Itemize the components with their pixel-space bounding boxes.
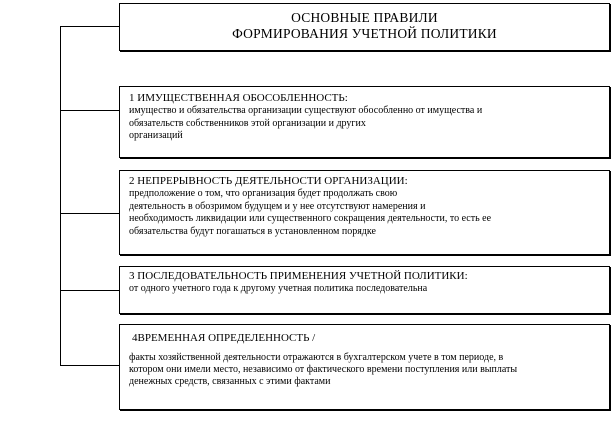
- title-line-2: ФОРМИРОВАНИЯ УЧЕТНОЙ ПОЛИТИКИ: [232, 26, 497, 41]
- title-box: [119, 3, 610, 51]
- rule-body: [129, 283, 601, 296]
- rule-box-consistency: [119, 266, 610, 314]
- rule-body: [129, 352, 601, 388]
- rule-box-temporal-certainty: [119, 324, 610, 410]
- rule-line: имущество и обязательства организации существуют обособленно от имущества и: [129, 105, 483, 116]
- rule-body: [129, 105, 601, 143]
- rule-line: от одного учетного года к другому учетная политика последовательна: [129, 283, 428, 294]
- rule-line: денежных средств, связанных с этими фактами: [129, 376, 331, 387]
- rule-line: обязательства будут погашаться в установленном порядке: [129, 225, 376, 237]
- rule-box-property-separation: [119, 86, 610, 158]
- rule-heading: 2 НЕПРЕРЫВНОСТЬ ДЕЯТЕЛЬНОСТИ ОРГАНИЗАЦИИ:: [129, 175, 408, 187]
- rule-heading: 1 ИМУЩЕСТВЕННАЯ ОБОСОБЛЕННОСТЬ:: [129, 92, 348, 104]
- rule-box-going-concern: [119, 170, 610, 255]
- rule-heading: 4ВРЕМЕННАЯ ОПРЕДЕЛЕННОСТЬ /: [132, 332, 316, 344]
- rule-heading: 3 ПОСЛЕДОВАТЕЛЬНОСТЬ ПРИМЕНЕНИЯ УЧЕТНОЙ ПОЛИТИКИ:: [129, 270, 468, 282]
- rule-line: организаций: [129, 130, 183, 141]
- rule-line: предположение о том, что организация будет продолжать свою: [129, 188, 398, 199]
- rule-line: обязательств собственников этой организации и других: [129, 117, 366, 129]
- rule-body: [129, 188, 601, 238]
- title-line-1: ОСНОВНЫЕ ПРАВИЛИ: [291, 10, 438, 25]
- rule-line: необходимость ликвидации или существенного сокращения деятельности, то есть ее: [129, 213, 492, 224]
- rule-line: котором они имели место, независимо от фактического времени поступления или выплаты: [129, 364, 518, 375]
- rule-line: деятельность в обозримом будущем и у нее отсутствуют намерения и: [129, 200, 426, 212]
- rule-line: факты хозяйственной деятельности отражаются в бухгалтерском учете в том периоде, в: [129, 352, 504, 363]
